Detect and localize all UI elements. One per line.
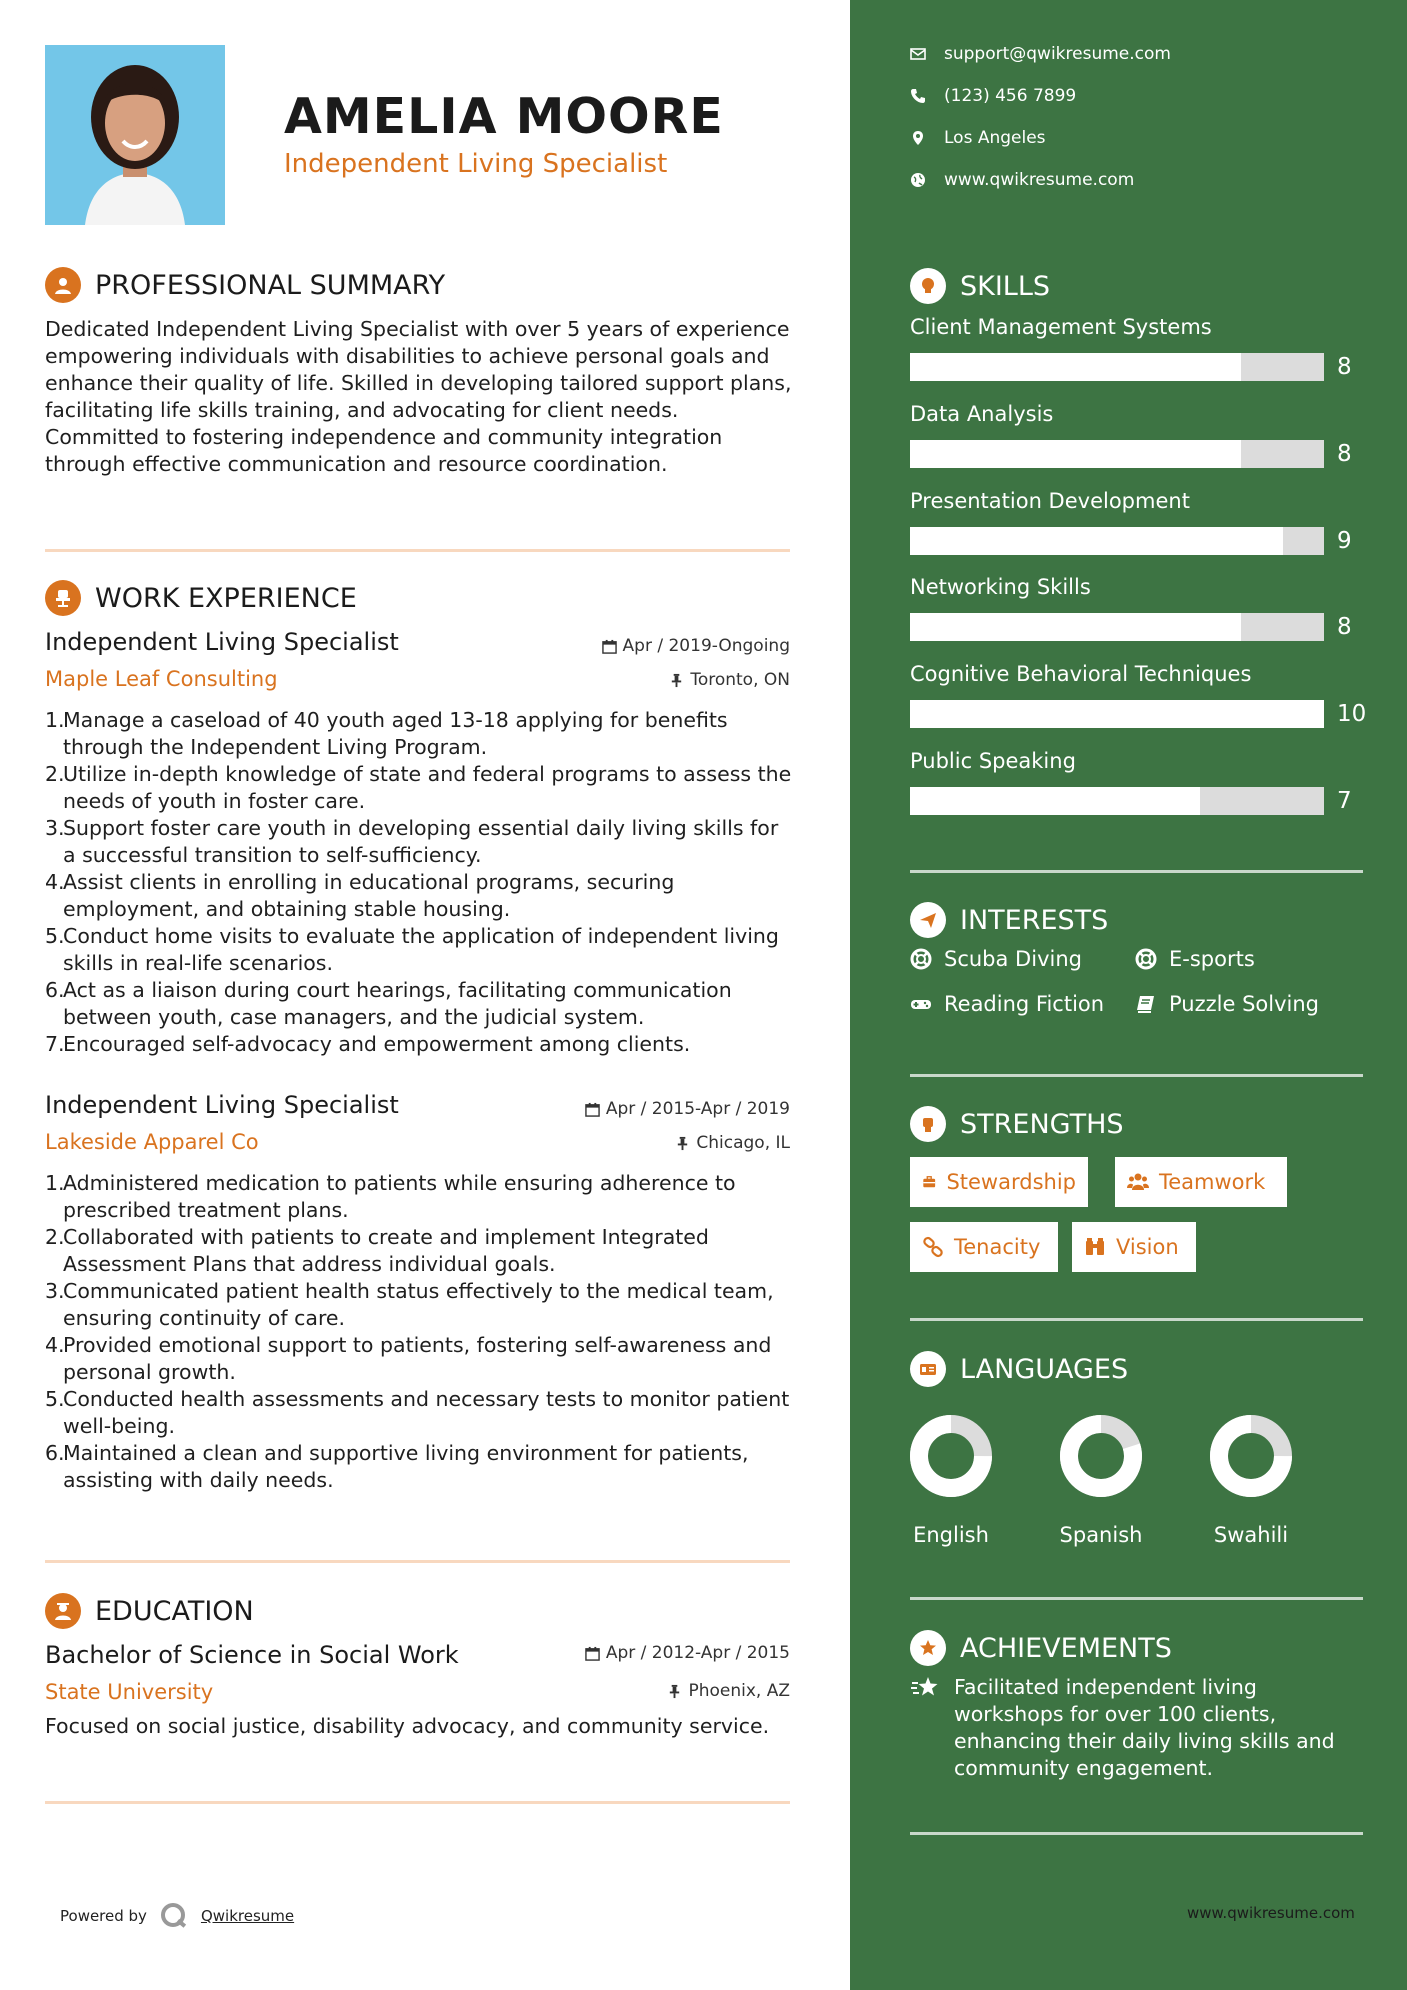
summary-heading <box>45 267 445 303</box>
interest-item: Puzzle Solving <box>1135 992 1319 1016</box>
interest-item: Scuba Diving <box>910 947 1082 971</box>
skill-value: 8 <box>1337 441 1352 467</box>
language-icon <box>910 1351 946 1387</box>
strength-badge: Vision <box>1072 1222 1196 1272</box>
education-heading <box>45 1593 254 1629</box>
qwikresume-logo-icon <box>159 1901 189 1931</box>
skill-bar-fill <box>910 440 1241 468</box>
language-label: English <box>913 1523 989 1547</box>
skill-bar-fill <box>910 700 1324 728</box>
skill-name: Networking Skills <box>910 575 1091 599</box>
star-badge-icon <box>910 1630 946 1666</box>
skill-bar-fill <box>910 527 1283 555</box>
contact-website[interactable]: www.qwikresume.com <box>910 170 1134 190</box>
language-label: Swahili <box>1213 1523 1289 1547</box>
candidate-role: Independent Living Specialist <box>284 149 668 179</box>
list-item: 1. Administered medication to patients while ensuring adherence to prescribed treatment plans. <box>45 1171 736 1222</box>
strength-badge: Stewardship <box>910 1157 1088 1207</box>
user-icon <box>45 267 81 303</box>
envelope-icon <box>910 46 926 62</box>
section-divider <box>45 549 790 552</box>
education-location: Phoenix, AZ <box>667 1681 790 1701</box>
skills-heading <box>910 268 1050 304</box>
job-company: Maple Leaf Consulting <box>45 667 278 691</box>
work-heading <box>45 580 357 616</box>
education-date: Apr / 2012-Apr / 2015 <box>585 1643 790 1663</box>
education-description: Focused on social justice, disability advocacy, and community service. <box>45 1714 770 1738</box>
skills-title: SKILLS <box>960 270 1051 302</box>
interests-title: INTERESTS <box>960 904 1109 936</box>
star-icon <box>910 1674 940 1704</box>
summary-text: Dedicated Independent Living Specialist with over 5 years of experience empowering individuals with disabilities to achieve personal goals and enhance their quality of life. Skilled in developing tailored support plans, facilitating life skills training, and advocating for client needs. Committed to fostering independence and community integration through effective communication and resource coordination. <box>45 317 792 476</box>
section-divider <box>910 1318 1363 1321</box>
gamepad-icon <box>910 993 932 1015</box>
education-title: EDUCATION <box>95 1595 254 1627</box>
section-divider <box>45 1560 790 1563</box>
skill-bar-fill <box>910 787 1200 815</box>
graduate-icon <box>45 1593 81 1629</box>
skill-name: Public Speaking <box>910 749 1076 773</box>
paper-plane-icon <box>910 902 946 938</box>
strengths-title: STRENGTHS <box>960 1108 1124 1140</box>
contact-email[interactable]: support@qwikresume.com <box>910 44 1171 64</box>
map-marker-icon <box>910 130 926 146</box>
skill-name: Data Analysis <box>910 402 1054 426</box>
list-item: 6. Act as a liaison during court hearings, facilitating communication between youth, case managers, and the judicial system. <box>45 978 732 1029</box>
list-item: 2. Collaborated with patients to create and implement Integrated Assessment Plans that address individual goals. <box>45 1225 709 1276</box>
pin-icon <box>667 1684 682 1699</box>
achievement-text: Facilitated independent living workshops for over 100 clients, enhancing their daily living skills and community engagement. <box>954 1675 1335 1780</box>
contact-phone[interactable]: (123) 456 7899 <box>910 86 1076 106</box>
skill-value: 9 <box>1337 528 1352 554</box>
footer-website[interactable]: www.qwikresume.com <box>1187 1904 1355 1922</box>
powered-by <box>60 1901 294 1931</box>
job-location: Chicago, IL <box>675 1133 790 1153</box>
language-ring <box>1208 1413 1294 1499</box>
book-icon <box>1135 993 1157 1015</box>
summary-title: PROFESSIONAL SUMMARY <box>95 269 446 301</box>
language-item <box>1046 1413 1156 1547</box>
list-item: 2. Utilize in-depth knowledge of state and federal programs to assess the needs of youth in foster care. <box>45 762 792 813</box>
phone-icon <box>910 88 926 104</box>
languages-heading <box>910 1351 1128 1387</box>
calendar-icon <box>602 639 617 654</box>
job-duties <box>45 1170 797 1494</box>
skill-bar-fill <box>910 613 1241 641</box>
link-icon <box>922 1236 944 1258</box>
section-divider <box>910 1074 1363 1077</box>
language-label: Spanish <box>1059 1523 1143 1547</box>
section-divider <box>910 1832 1363 1835</box>
list-item: 6. Maintained a clean and supportive living environment for patients, assisting with daily needs. <box>45 1441 749 1492</box>
achievement-item <box>910 1674 1354 1782</box>
strength-badge: Tenacity <box>910 1222 1058 1272</box>
skill-bar <box>910 440 1324 468</box>
pin-icon <box>675 1136 690 1151</box>
language-item <box>896 1413 1006 1547</box>
section-divider <box>45 1801 790 1804</box>
skill-bar <box>910 613 1324 641</box>
job-date: Apr / 2015-Apr / 2019 <box>585 1099 790 1119</box>
skill-bar <box>910 700 1324 728</box>
list-item: 5. Conducted health assessments and necessary tests to monitor patient well-being. <box>45 1387 790 1438</box>
skill-name: Presentation Development <box>910 489 1190 513</box>
school-name: State University <box>45 1680 214 1704</box>
language-item <box>1196 1413 1306 1547</box>
skill-bar <box>910 527 1324 555</box>
fist-icon <box>910 1106 946 1142</box>
language-ring <box>1058 1413 1144 1499</box>
contact-location: Los Angeles <box>910 128 1046 148</box>
job-title: Independent Living Specialist <box>45 628 399 656</box>
binoculars-icon <box>1084 1236 1106 1258</box>
skill-value: 7 <box>1337 788 1352 814</box>
job-title: Independent Living Specialist <box>45 1091 399 1119</box>
interests-heading <box>910 902 1108 938</box>
pin-icon <box>669 673 684 688</box>
job-company: Lakeside Apparel Co <box>45 1130 259 1154</box>
degree-title: Bachelor of Science in Social Work <box>45 1641 459 1669</box>
achievements-heading <box>910 1630 1172 1666</box>
briefcase-icon <box>922 1171 936 1193</box>
powered-by-label: Powered by <box>60 1907 147 1925</box>
job-date: Apr / 2019-Ongoing <box>602 636 790 656</box>
qwikresume-link[interactable]: Qwikresume <box>200 1907 295 1925</box>
skill-value: 8 <box>1337 354 1352 380</box>
lifebuoy-icon <box>910 948 932 970</box>
skill-name: Client Management Systems <box>910 315 1212 339</box>
calendar-icon <box>585 1102 600 1117</box>
list-item: 7. Encouraged self-advocacy and empowerment among clients. <box>45 1032 691 1056</box>
list-item: 3. Support foster care youth in developing essential daily living skills for a successful transition to self-sufficiency. <box>45 816 779 867</box>
strengths-heading <box>910 1106 1124 1142</box>
languages-title: LANGUAGES <box>960 1353 1129 1385</box>
job-location: Toronto, ON <box>669 670 790 690</box>
skill-bar <box>910 353 1324 381</box>
users-icon <box>1127 1171 1149 1193</box>
language-ring <box>908 1413 994 1499</box>
lifebuoy-icon <box>1135 948 1157 970</box>
sidebar <box>850 0 1407 1990</box>
list-item: 1. Manage a caseload of 40 youth aged 13-18 applying for benefits through the Independent Living Program. <box>45 708 728 759</box>
skill-value: 8 <box>1337 614 1352 640</box>
section-divider <box>910 870 1363 873</box>
skill-value: 10 <box>1337 701 1367 727</box>
calendar-icon <box>585 1646 600 1661</box>
skill-bar-fill <box>910 353 1241 381</box>
list-item: 5. Conduct home visits to evaluate the application of independent living skills in real-life scenarios. <box>45 924 779 975</box>
interest-item: E-sports <box>1135 947 1255 971</box>
globe-icon <box>910 172 926 188</box>
section-divider <box>910 1597 1363 1600</box>
skill-bar <box>910 787 1324 815</box>
skill-name: Cognitive Behavioral Techniques <box>910 662 1252 686</box>
lightbulb-icon <box>910 268 946 304</box>
interest-item: Reading Fiction <box>910 992 1104 1016</box>
job-duties <box>45 707 797 1058</box>
strength-badge: Teamwork <box>1115 1157 1287 1207</box>
list-item: 4. Assist clients in enrolling in educational programs, securing employment, and obtaining stable housing. <box>45 870 675 921</box>
profile-photo <box>45 45 225 225</box>
work-title: WORK EXPERIENCE <box>95 582 357 614</box>
achievements-title: ACHIEVEMENTS <box>960 1632 1172 1664</box>
list-item: 3. Communicated patient health status effectively to the medical team, ensuring continuity of care. <box>45 1279 774 1330</box>
list-item: 4. Provided emotional support to patients, fostering self-awareness and personal growth. <box>45 1333 772 1384</box>
chair-icon <box>45 580 81 616</box>
candidate-name: AMELIA MOORE <box>284 88 724 145</box>
